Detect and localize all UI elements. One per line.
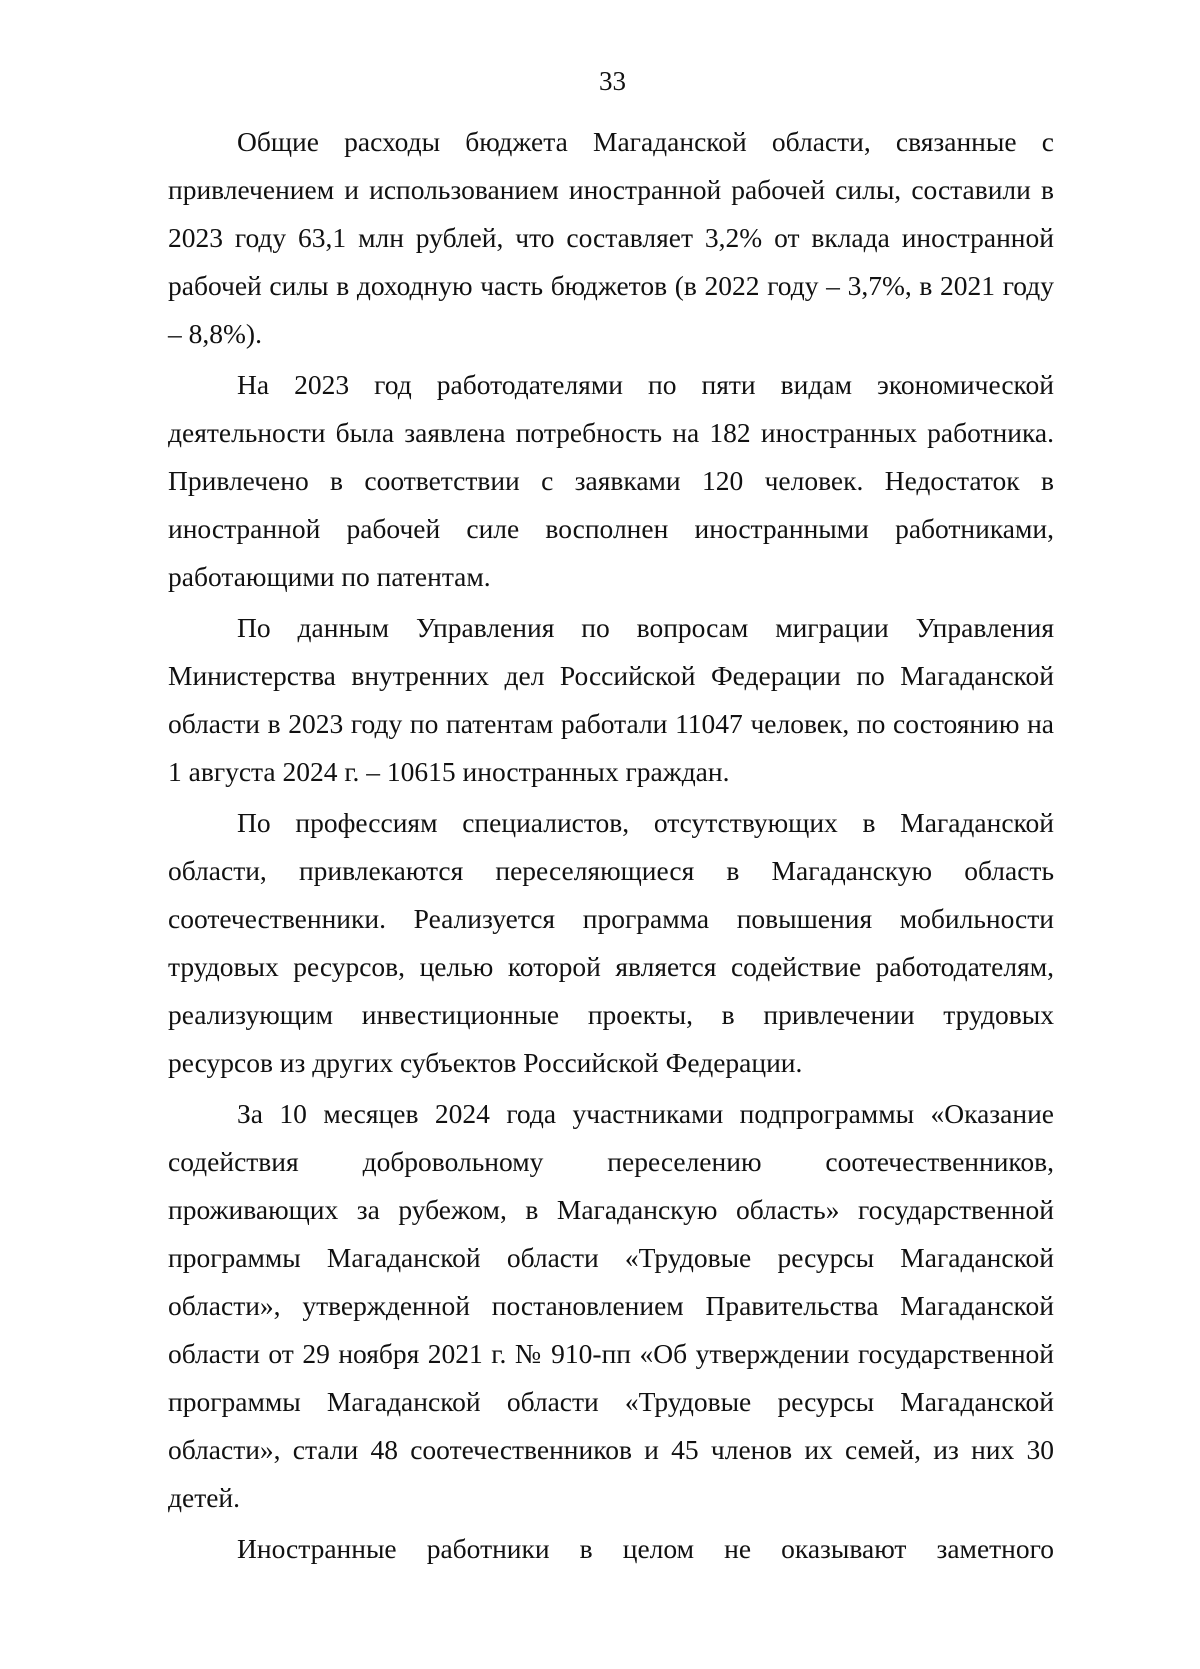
- paragraph-foreign-workers-impact: Иностранные работники в целом не оказывают заметного: [237, 1533, 1054, 1564]
- page-number: 33: [599, 66, 626, 96]
- paragraph-employer-demand: На 2023 год работодателями по пяти видам экономической деятельности была заявлена потребность на 182 иностранных работника. Привлечено в соответствии с заявками 120 человек. Недостаток в иностранной рабочей силе восполнен иностранными работниками, работающими по патентам.: [168, 369, 1054, 592]
- paragraph-migration-data: По данным Управления по вопросам миграции Управления Министерства внутренних дел Российской Федерации по Магаданской области в 2023 году по патентам работали 11047 человек, по состоянию на 1 августа 2024 г. – 10615 иностранных граждан.: [168, 612, 1054, 787]
- paragraph-compatriots-program: По профессиям специалистов, отсутствующих в Магаданской области, привлекаются переселяющиеся в Магаданскую область соотечественники. Реализуется программа повышения мобильности трудовых ресурсов, целью которой является содействие работодателям, реализующим инвестиционные проекты, в привлечении трудовых ресурсов из других субъектов Российской Федерации.: [168, 807, 1054, 1078]
- body-text: [168, 118, 1054, 1576]
- paragraph-resettlement-results: За 10 месяцев 2024 года участниками подпрограммы «Оказание содействия добровольному переселению соотечественников, проживающих за рубежом, в Магаданскую область» государственной программы Магаданской области «Трудовые ресурсы Магаданской области», утвержденной постановлением Правительства Магаданской области от 29 ноября 2021 г. № 910-пп «Об утверждении государственной программы Магаданской области «Трудовые ресурсы Магаданской области», стали 48 соотечественников и 45 членов их семей, из них 30 детей.: [168, 1098, 1054, 1513]
- paragraph-budget-expenses: Общие расходы бюджета Магаданской области, связанные с привлечением и использованием иностранной рабочей силы, составили в 2023 году 63,1 млн рублей, что составляет 3,2% от вклада иностранной рабочей силы в доходную часть бюджетов (в 2022 году – 3,7%, в 2021 году – 8,8%).: [168, 126, 1054, 349]
